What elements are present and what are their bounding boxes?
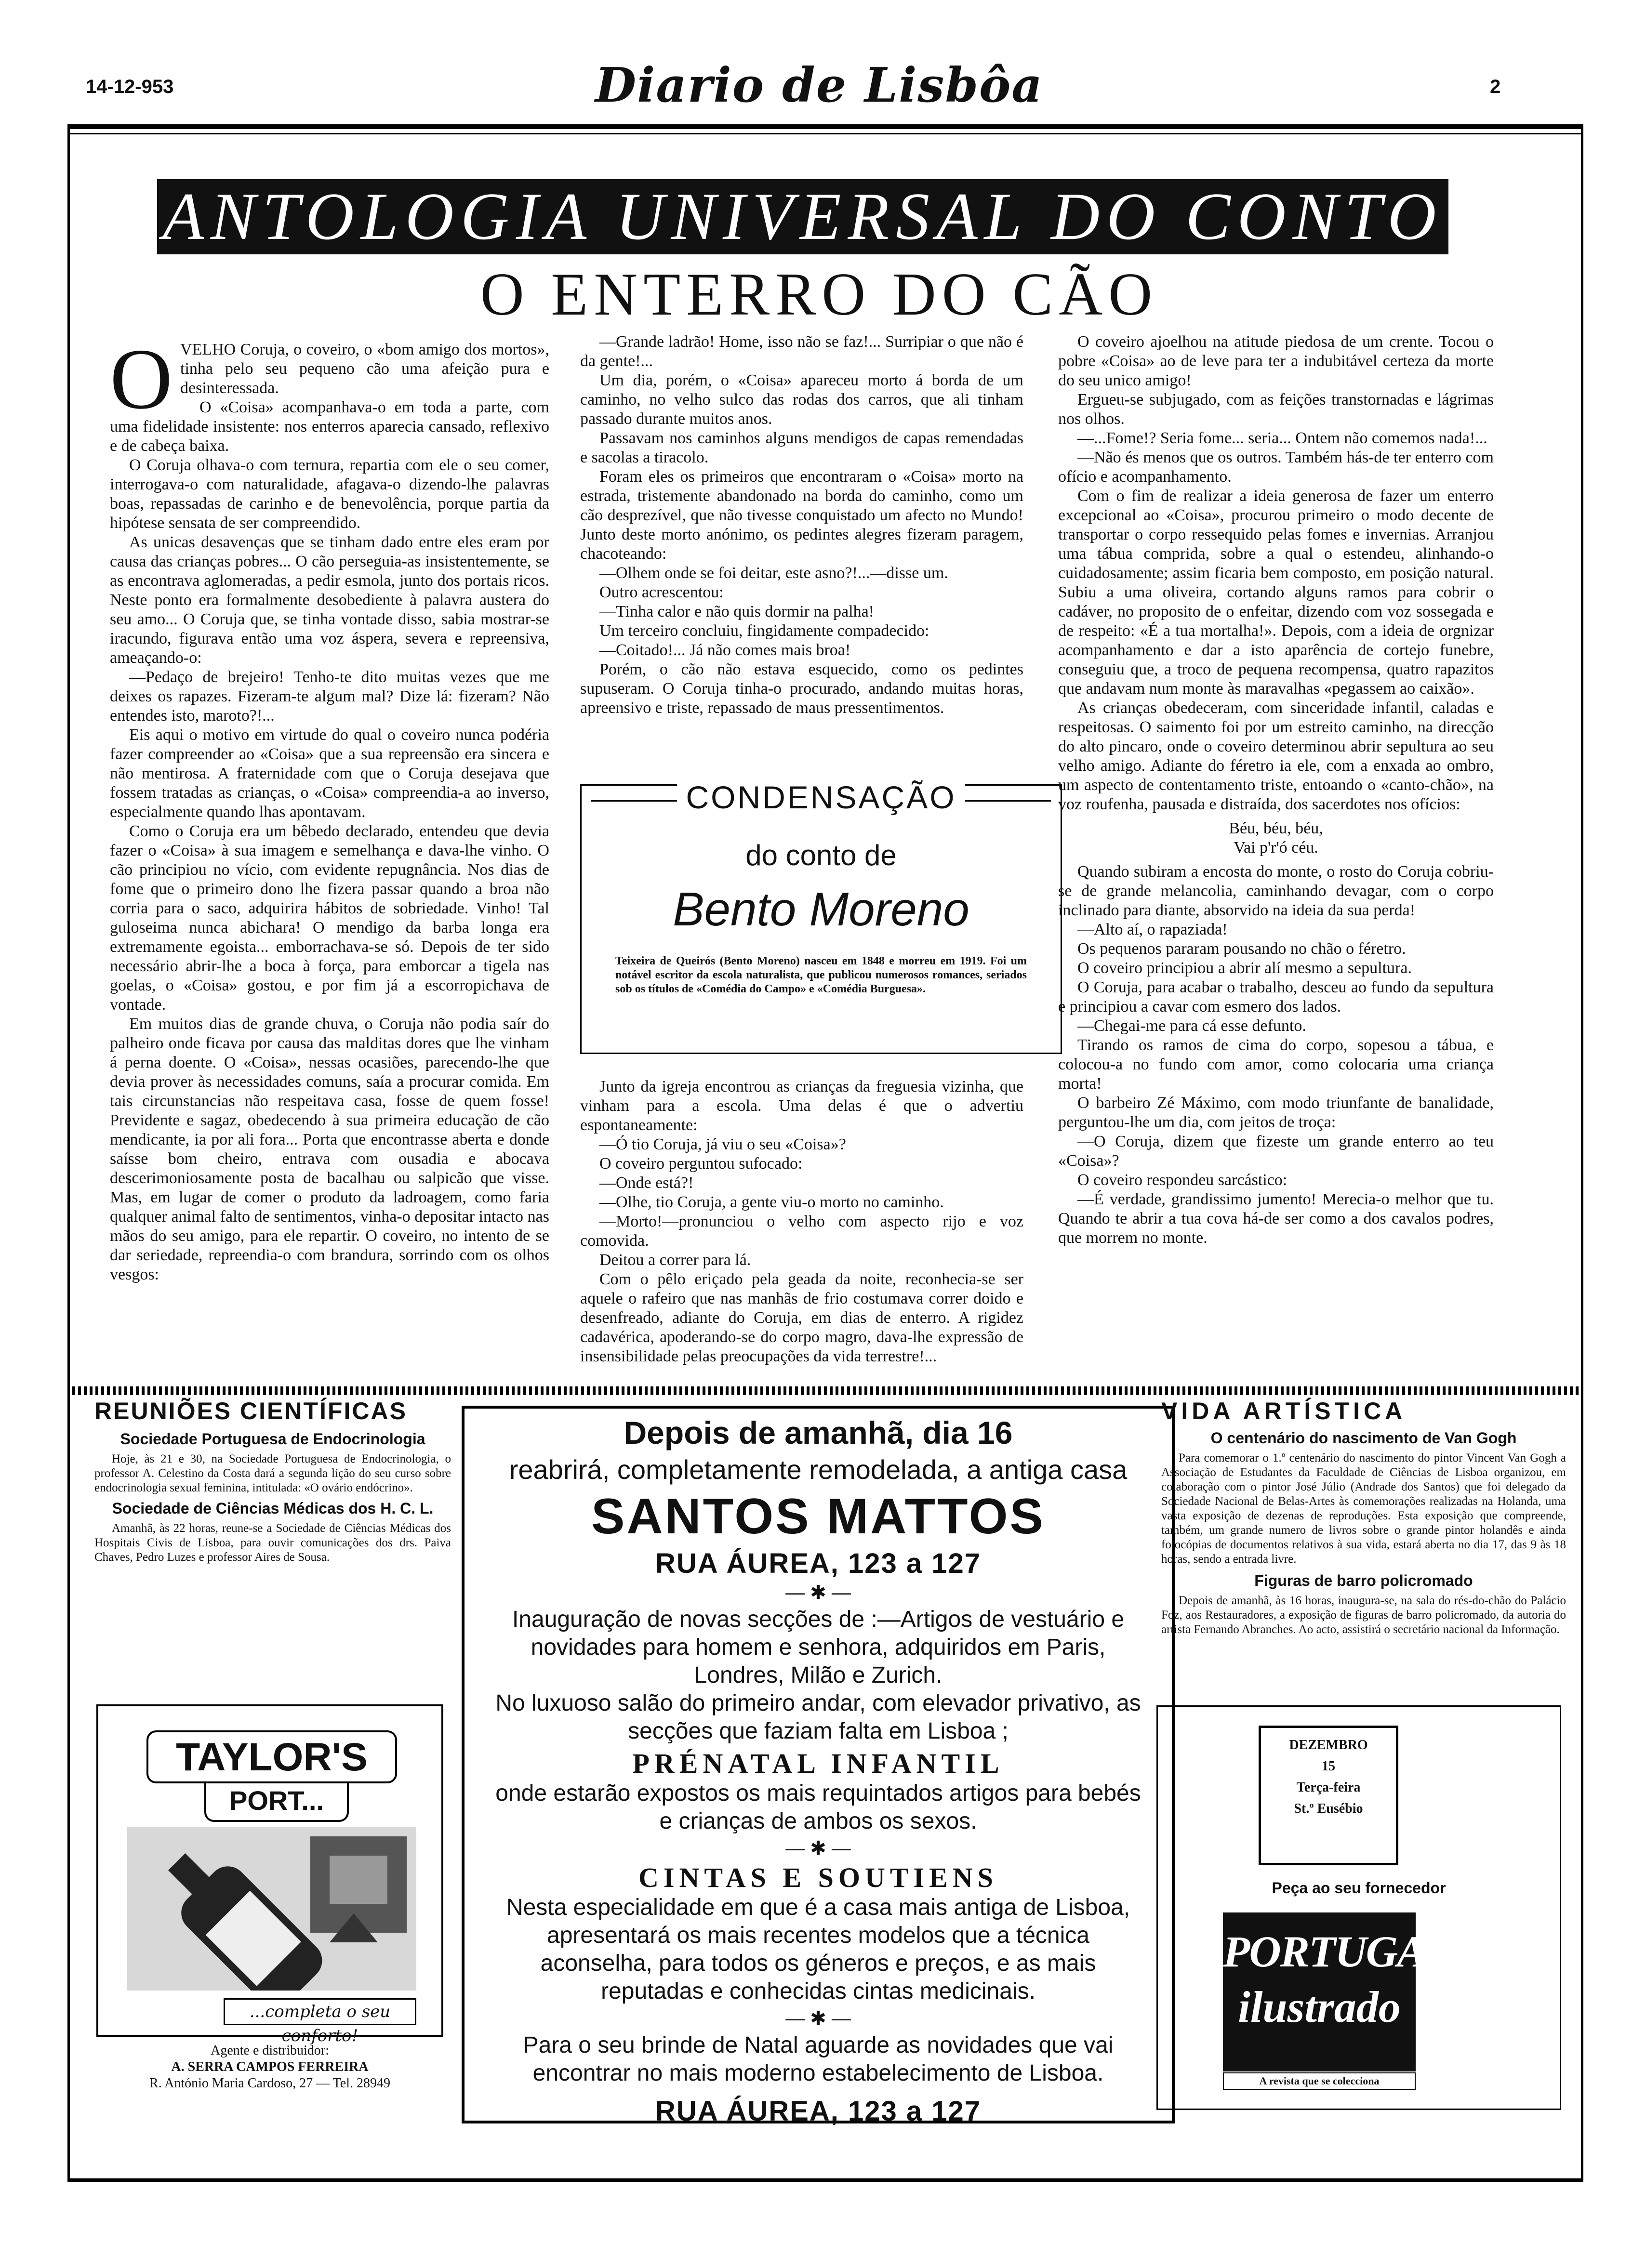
calendar-day: 15 bbox=[1322, 1759, 1335, 1774]
paragraph: —Olhe, tio Coruja, a gente viu-o morto no caminho. bbox=[599, 1193, 944, 1211]
reunioes-text-2: Amanhã, às 22 horas, reune-se a Sociedade de Ciências Médicas dos Hospitais Civis de Lisboa, para ouvir comunicações dos drs. Paiva Chaves, Pedro Luzes e professor Aires de Sousa. bbox=[94, 1522, 451, 1564]
top-rule bbox=[67, 124, 1583, 129]
ad-text-3: onde estarão expostos os mais requintados artigos para bebés e crianças de ambos os sexos. bbox=[495, 1780, 1141, 1834]
article-column-2 bbox=[580, 332, 1023, 756]
paragraph: O coveiro principiou a abrir alí mesmo a sepultura. bbox=[1077, 959, 1412, 977]
section-banner: ANTOLOGIA UNIVERSAL DO CONTO bbox=[157, 179, 1448, 254]
paragraph: Junto da igreja encontrou as crianças da freguesia vizinha, que vinham para a escola. Uma delas é que o advertiu espontaneamente: bbox=[580, 1078, 1023, 1134]
reunioes-heading-1: Sociedade Portuguesa de Endocrinologia bbox=[120, 1430, 425, 1448]
author-bio: Teixeira de Queirós (Bento Moreno) nasceu em 1848 e morreu em 1919. Foi um notável escritor da escola naturalista, que publicou numerosos romances, seriados sob os títulos de «Comédia do Campo» e «Comédia Burguesa». bbox=[615, 955, 1027, 995]
paragraph: Com o fim de realizar a ideia generosa de fazer um enterro excepcional ao «Coisa», procurou primeiro o modo decente de transportar o corpo ressequido pelas fomes e invernias. Arranjou uma tábua comprida, sobre a qual o estendeu, alinhando-o cuidadosamente; assim ficaria bem composto, em posição natural. Subiu a uma oliveira, cortando alguns ramos para cobrir o cadáver, no proposito de o enfeitar, dizendo com voz sossegada e de respeito: «É a tua mortalha!». Depois, com a ideia de orgnizar acompanhamento e dar a isto aparência de cortejo funebre, conseguiu que, a troco de pequena recompensa, quatro rapazitos que andavam num monte às maravalhas «pegassem ao caixão». bbox=[1058, 487, 1494, 698]
ad-separator: — ✱ — bbox=[785, 1582, 851, 1603]
ad-heading-prenatal: PRÉNATAL INFANTIL bbox=[632, 1748, 1004, 1779]
paragraph: Foram eles os primeiros que encontraram o «Coisa» morto na estrada, tristemente abandonado na borda do caminho, como um cão desprezível, que não tivesse conquistado um afecto no Mundo! Junto deste morto anónimo, os pedintes alegres fizeram paragem, chacoteando: bbox=[580, 468, 1023, 563]
agent-address: R. António Maria Cardoso, 27 — Tel. 28949 bbox=[149, 2076, 390, 2091]
reunioes-heading-2: Sociedade de Ciências Médicas dos H. C. L. bbox=[112, 1500, 434, 1517]
ad-reopen-line: reabrirá, completamente remodelada, a antiga casa bbox=[509, 1454, 1128, 1485]
condensacao-box bbox=[580, 779, 1062, 1054]
paragraph: O «Coisa» acompanhava-o em toda a parte, com uma fidelidade insistente: nos enterros aparecia cansado, reflexivo e de cabeça baixa. bbox=[110, 398, 549, 455]
ad-store-name: SANTOS MATTOS bbox=[591, 1489, 1045, 1544]
paragraph: —Ó tio Coruja, já viu o seu «Coisa»? bbox=[599, 1135, 846, 1153]
chant-line: Béu, béu, béu, bbox=[1229, 819, 1323, 837]
ad-address: RUA ÁUREA, 123 a 127 bbox=[655, 1548, 982, 1579]
paragraph: Com o pêlo eriçado pela geada da noite, reconhecia-se ser aquele o rafeiro que nas manhãs de frio costumava correr doido e desenfreado, adiante do Coruja, em dias de enterro. A rigidez cadavérica, apoderando-se do corpo magro, dava-lhe expressão de insensibilidade pelas preocupações da vida terrestre!... bbox=[580, 1270, 1023, 1365]
paragraph: Quando subiram a encosta do monte, o rosto do Coruja cobriu-se de grande melancolia, caminhando devagar, com o corpo inclinado para diante, absorvido na ideia da sua perda! bbox=[1058, 863, 1494, 919]
portugal-name-1: PORTUGAL bbox=[1223, 1927, 1452, 1976]
vida-text-2: Depois de amanhã, às 16 horas, inaugura-se, na sala do rés-do-chão do Palácio Foz, aos Restauradores, a exposição de figuras de barro policromado, da autoria do artista Fernando Abranches. Ao acto, assistirá o secretário nacional da Informação. bbox=[1161, 1594, 1566, 1636]
ad-text-4: Nesta especialidade em que é a casa mais antiga de Lisboa, apresentará os mais recentes modelos que a técnica aconselha, para todos os géneros e preços, e as mais reputadas e conhecidas cintas medicinais. bbox=[506, 1895, 1130, 2004]
article-column-3 bbox=[1058, 332, 1494, 1383]
left-border bbox=[67, 124, 70, 2181]
paragraph: As crianças obedeceram, com sinceridade infantil, caladas e respeitosas. O saimento foi por um estreito caminho, na direcção do alto pincaro, onde o coveiro determinou abrir sepultura ao seu velho amigo. Adiante do féretro ia ele, com a enxada ao ombro, um aspecto de contentamento triste, entoando o «canto-chão», na voz roufenha, pausada e distraída, dos sacerdotes nos ofícios: bbox=[1058, 699, 1494, 813]
paragraph: —Pedaço de brejeiro! Tenho-te dito muitas vezes que me deixes os rapazes. Fizeram-te algum mal? Dize lá: fizeram? Não entendes isto, maroto?!... bbox=[110, 668, 549, 725]
paragraph: Porém, o cão não estava esquecido, como os pedintes supuseram. O Coruja tinha-o procurado, andando muitas horas, apreensivo e triste, repassado de maus pressentimentos. bbox=[580, 660, 1023, 717]
paragraph: Um terceiro concluiu, fingidamente compadecido: bbox=[599, 622, 929, 640]
taylors-brand: TAYLOR'S bbox=[146, 1730, 397, 1783]
paragraph: —É verdade, grandissimo jumento! Merecia-o melhor que tu. Quando te abrir a tua cova há-de ser como a dos cavalos podres, que morrem no monte. bbox=[1058, 1190, 1494, 1247]
calendar-month: DEZEMBRO bbox=[1289, 1738, 1368, 1753]
paragraph: —Chegai-me para cá esse defunto. bbox=[1077, 1017, 1306, 1035]
article-title: O ENTERRO DO CÃO bbox=[480, 261, 1158, 328]
paragraph: Eis aqui o motivo em virtude do qual o coveiro nunca podéria fazer compreender ao «Coisa» que a sua repreensão era sincera e não mentirosa. A fraternidade com que o Coruja desejava que fossem tratadas as crianças, o «Coisa» compreendia-a ao inverso, especialmente quando lhas apontavam. bbox=[110, 726, 549, 821]
paragraph: O Coruja olhava-o com ternura, repartia com ele o seu comer, interrogava-o com naturalidade, afagava-o dizendo-lhe palavras boas, repassadas de carinho e de benevolência, porque partia da hipótese sensata de ser compreendido. bbox=[110, 456, 549, 532]
ad-date-line: Depois de amanhã, dia 16 bbox=[624, 1415, 1013, 1450]
paragraph: O coveiro ajoelhou na atitude piedosa de um crente. Tocou o pobre «Coisa» ao de leve para ter a indubitável certeza da morte do seu unico amigo! bbox=[1058, 333, 1494, 389]
dotted-separator bbox=[72, 1386, 1579, 1395]
ad-text-1: Inauguração de novas secções de :—Artigos de vestuário e novidades para homem e senhora, adquiridos em Paris, Londres, Milão e Zurich. bbox=[512, 1607, 1125, 1688]
paragraph: Tirando os ramos de cima do corpo, sopesou a tábua, e colocou-a no fundo com amor, como colocaria uma criança morta! bbox=[1058, 1036, 1494, 1093]
paragraph: —Não és menos que os outros. Também hás-de ter enterro com ofício e acompanhamento. bbox=[1058, 448, 1494, 486]
bottom-rule bbox=[67, 2178, 1583, 2182]
portugal-ask: Peça ao seu fornecedor bbox=[1272, 1879, 1446, 1897]
paragraph: O barbeiro Zé Máximo, com modo triunfante de banalidade, perguntou-lhe um dia, com jeitos de troça: bbox=[1058, 1094, 1494, 1131]
right-border bbox=[1581, 124, 1583, 2181]
taylors-ad bbox=[96, 1704, 443, 2045]
paragraph: Como o Coruja era um bêbedo declarado, entendeu que devia fazer o «Coisa» à sua imagem e semelhança e dava-lhe vinho. O cão principiou no vício, com evidente repugnância. Nos dias de fome que o primeiro dono lhe fizera passar quando a broa não corria para o saco, adquirira hábitos de sobriedade. Vinho! Tal guloseima nunca abichara! O mendigo da barba longa era extremamente egoista... emborrachava-se só. Depois de ter sido necessário abrir-lhe a boca à força, para emborcar a tigela nas goelas, o «Coisa» gostou, e por fim já a escorropichava de vontade. bbox=[110, 822, 549, 1014]
vida-title: VIDA ARTÍSTICA bbox=[1161, 1398, 1407, 1424]
paragraph: Em muitos dias de grande chuva, o Coruja não podia saír do palheiro onde ficava por causa das malditas dores que lhe vinham á perna doente. O «Coisa», nessas ocasiões, parecendo-lhe que devia prover às necessidades comuns, saía a procurar comida. Em tais circunstancias não respeitava casa, fosse de quem fosse! Previdente e sagaz, obedecendo à sua primeira educação de cão mendicante, ia por ali fora... Porta que encontrasse aberta e donde saísse bom cheiro, entrava com ousadia e abocava descerimoniosamente posta de bacalhau ou salpicão que visse. Mas, em lugar de comer o produto da ladroagem, como faria qualquer animal falto de sentimentos, vinha-o depositar intacto nas mãos do seu amigo, para ele repartir. O coveiro, no intento de se dar seriedade, repreendia-o com brandura, sorrindo com os olhos vesgos: bbox=[110, 1015, 549, 1283]
vida-text-1: Para comemorar o 1.º centenário do nascimento do pintor Vincent Van Gogh a Associação de Estudantes da Faculdade de Ciências de Lisboa organizou, em colaboração com o pintor José Júlio (Andrade dos Santos) que foi delegado da Sociedade Nacional de Belas-Artes às comemorações realizadas na Holanda, uma vasta exposição de dezenas de reproduções. Esta exposição que compreende, também, um grande numero de livros sobre o grande pintor holandês e ainda fotocópias de documentos relativos à sua vida, estará aberta no dia 17, das 9 às 18 horas, sendo a entrada livre. bbox=[1161, 1451, 1566, 1566]
paragraph: VELHO Coruja, o coveiro, o «bom amigo dos mortos», tinha pelo seu pequeno cão uma afeição pura e desinteressada. bbox=[180, 341, 549, 397]
taylors-slogan: ...completa o seu conforto! bbox=[224, 1998, 416, 2025]
chant-line: Vai p'r'ó céu. bbox=[1234, 839, 1318, 857]
paragraph: —Tinha calor e não quis dormir na palha! bbox=[599, 603, 874, 620]
article-column-2b bbox=[580, 1077, 1023, 1381]
paragraph: Passavam nos caminhos alguns mendigos de capas remendadas e sacolas a tiracolo. bbox=[580, 429, 1023, 466]
paragraph: O coveiro perguntou sufocado: bbox=[599, 1155, 803, 1173]
santos-mattos-ad bbox=[462, 1406, 1175, 2127]
paragraph: Outro acrescentou: bbox=[599, 583, 724, 601]
paragraph: As unicas desavenças que se tinham dado entre eles eram por causa das crianças pobres... O cão perseguia-as insistentemente, se as encontrava aglomeradas, a pedir esmola, junto dos portais ricos. Neste ponto era formalmente desobediente à palavra austera do seu amo... O Coruja que, se tinha vontade disso, sabia mostrar-se iracundo, figurava então uma voz áspera, severa e repreensiva, ameaçando-o: bbox=[110, 533, 549, 667]
author-name: Bento Moreno bbox=[673, 883, 969, 936]
taylors-agent bbox=[96, 2043, 443, 2092]
paragraph: O Coruja, para acabar o trabalho, desceu ao fundo da sepultura e principiou a cavar com esmero dos lados. bbox=[1058, 978, 1494, 1015]
issue-date: 14-12-953 bbox=[86, 76, 174, 97]
calendar-weekday: Terça-feira bbox=[1296, 1780, 1361, 1795]
ad-heading-cintas: CINTAS E SOUTIENS bbox=[638, 1862, 998, 1893]
paragraph: Ergueu-se subjugado, com as feições transtornadas e lágrimas nos olhos. bbox=[1058, 391, 1494, 428]
portugal-name-2: ilustrado bbox=[1238, 1982, 1401, 2031]
ad-separator: — ✱ — bbox=[785, 1838, 851, 1859]
ad-text-5: Para o seu brinde de Natal aguarde as novidades que vai encontrar no mais moderno estabelecimento de Lisboa. bbox=[523, 2032, 1114, 2086]
paragraph: —O Coruja, dizem que fizeste um grande enterro ao teu «Coisa»? bbox=[1058, 1133, 1494, 1170]
paragraph: —Olhem onde se foi deitar, este asno?!...—disse um. bbox=[599, 564, 948, 582]
vida-heading-1: O centenário do nascimento de Van Gogh bbox=[1210, 1429, 1517, 1447]
condensacao-title: CONDENSAÇÃO bbox=[677, 779, 965, 815]
calendar-box bbox=[1259, 1726, 1398, 1865]
masthead: Diario de Lisbôa bbox=[595, 58, 1043, 113]
ad-separator: — ✱ — bbox=[785, 2008, 851, 2029]
reunioes-text-1: Hoje, às 21 e 30, na Sociedade Portuguesa de Endocrinologia, o professor A. Celestino da Costa dará a segunda lição do seu curso sobre endocrinologia sexual feminina, intitulada: «O ovário endócrino». bbox=[94, 1452, 451, 1494]
paragraph: —Alto aí, o rapaziada! bbox=[1077, 921, 1228, 938]
port-bottle-illustration bbox=[127, 1827, 416, 1991]
portugal-ilustrado-logo bbox=[1223, 1912, 1452, 2071]
ad-text-2: No luxuoso salão do primeiro andar, com elevador privativo, as secções que faziam falta em Lisboa ; bbox=[495, 1690, 1141, 1744]
agent-label: Agente e distribuidor: bbox=[211, 2043, 329, 2058]
condensacao-subtitle: do conto de bbox=[745, 839, 897, 871]
portugal-tagline: A revista que se colecciona bbox=[1223, 2072, 1416, 2090]
taylors-port: PORT... bbox=[204, 1783, 349, 1822]
drop-cap: O bbox=[110, 340, 173, 427]
paragraph: Os pequenos pararam pousando no chão o féretro. bbox=[1077, 940, 1406, 958]
calendar-saint: St.º Eusébio bbox=[1294, 1801, 1363, 1816]
article-column-1 bbox=[110, 340, 549, 1376]
paragraph: —Morto!—pronunciou o velho com aspecto rijo e voz comovida. bbox=[580, 1213, 1023, 1250]
ad-address-footer: RUA ÁUREA, 123 a 127 bbox=[655, 2096, 982, 2127]
vida-heading-2: Figuras de barro policromado bbox=[1254, 1572, 1473, 1589]
paragraph: O coveiro respondeu sarcástico: bbox=[1077, 1171, 1288, 1189]
paragraph: Deitou a correr para lá. bbox=[599, 1251, 751, 1269]
agent-name: A. SERRA CAMPOS FERREIRA bbox=[171, 2059, 369, 2074]
vida-artistica-section bbox=[1161, 1397, 1566, 1686]
paragraph: —Grande ladrão! Home, isso não se faz!... Surripiar o que não é da gente!... bbox=[580, 333, 1023, 370]
paragraph: Um dia, porém, o «Coisa» apareceu morto á borda de um caminho, no velho sulco das rodas dos carros, que ali tinham passado durante muitos anos. bbox=[580, 371, 1023, 428]
page-number: 2 bbox=[1490, 76, 1501, 97]
paragraph: —Coitado!... Já não comes mais broa! bbox=[599, 641, 851, 659]
top-rule-thin bbox=[67, 133, 1583, 134]
paragraph: —Onde está?! bbox=[599, 1174, 694, 1192]
reunioes-section bbox=[94, 1397, 451, 1686]
reunioes-title: REUNIÕES CIENTÍFICAS bbox=[94, 1398, 407, 1424]
paragraph: —...Fome!? Seria fome... seria... Ontem não comemos nada!... bbox=[1077, 429, 1487, 447]
